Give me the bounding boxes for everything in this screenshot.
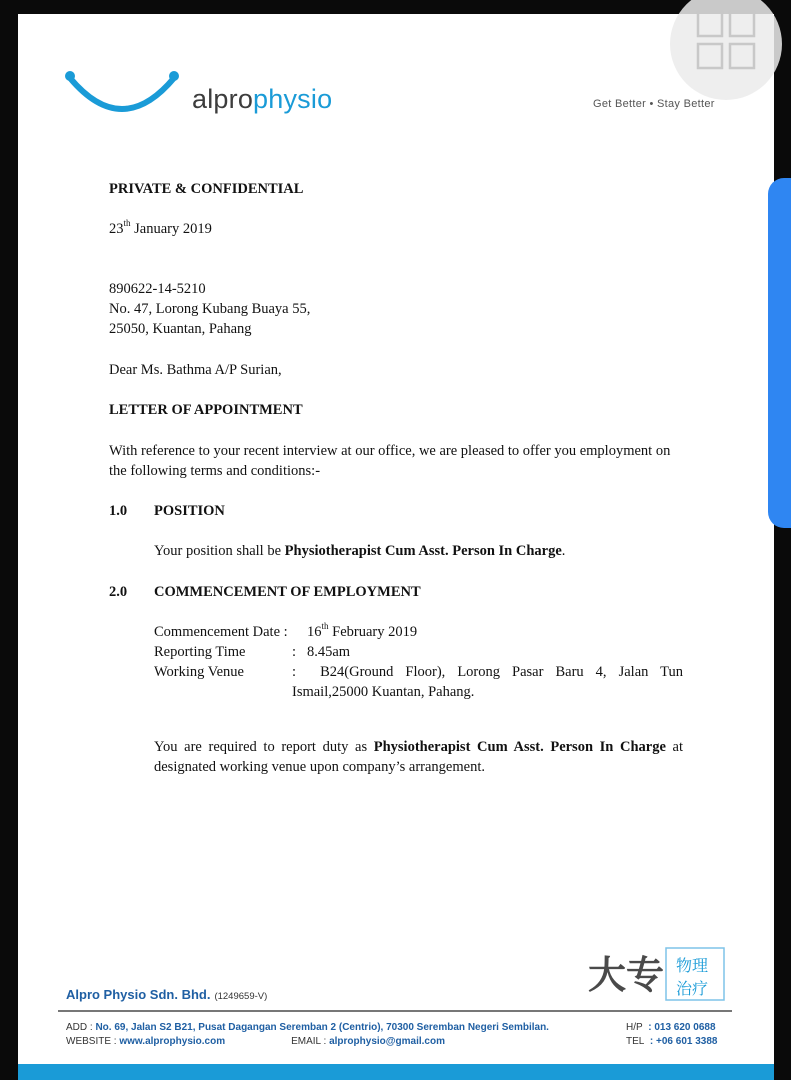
document-page	[18, 14, 774, 1080]
section-number: 2.0	[109, 584, 128, 600]
intro-paragraph: With reference to your recent interview at our office, we are pleased to offer you employment on the following terms and conditions:-	[109, 443, 671, 479]
term-row-venue: Working Venue : B24(Ground Floor), Lorong Pasar Baru 4, Jalan Tun Ismail,25000 Kuantan, Pahang.	[154, 664, 683, 700]
section-2-heading	[109, 582, 683, 602]
footer-phone: H/P : 013 620 0688 TEL : +06 601 3388	[626, 1022, 718, 1047]
term-row-commencement: Commencement Date : 16th February 2019	[154, 621, 418, 640]
section-title: POSITION	[154, 503, 225, 519]
duty-paragraph: You are required to report duty as Physiotherapist Cum Asst. Person In Charge at designated working venue upon company’s arrangement.	[154, 739, 684, 775]
letter-date: 23th January 2019	[109, 218, 212, 237]
smile-logo-icon	[64, 70, 182, 120]
grid-view-button[interactable]	[670, 0, 782, 100]
address-line: 890622-14-5210	[109, 281, 206, 297]
confidential-heading: PRIVATE & CONFIDENTIAL	[109, 181, 304, 197]
section-title: COMMENCEMENT OF EMPLOYMENT	[154, 584, 421, 600]
letterhead	[18, 14, 774, 134]
footer-contact: ADD : No. 69, Jalan S2 B21, Pusat Dagangan Seremban 2 (Centrio), 70300 Seremban Negeri Sembilan. WEBSITE : www.alprophysio.com EMAIL : alprophysio@gmail.com	[66, 1022, 549, 1047]
grid-icon	[670, 0, 782, 100]
section-1-heading	[109, 501, 683, 521]
footer-color-bar	[18, 1064, 774, 1080]
address-line: No. 47, Lorong Kubang Buaya 55,	[109, 301, 311, 317]
side-panel-handle[interactable]	[768, 178, 791, 528]
salutation: Dear Ms. Bathma A/P Surian,	[109, 362, 282, 378]
address-line: 25050, Kuantan, Pahang	[109, 321, 252, 337]
footer-divider	[58, 1010, 732, 1012]
recipient-address	[109, 279, 310, 339]
section-number: 1.0	[109, 503, 128, 519]
letter-subject: LETTER OF APPOINTMENT	[109, 402, 303, 418]
company-chop	[586, 944, 736, 1006]
brand-logo-text: alprophysio	[192, 84, 333, 114]
employment-terms	[154, 622, 683, 702]
stamp-main-text: 大专	[588, 953, 665, 997]
term-row-reporting-time: Reporting Time : 8.45am	[154, 644, 351, 660]
tagline: Get Better • Stay Better	[593, 98, 715, 110]
footer-company: Alpro Physio Sdn. Bhd. (1249659-V)	[66, 987, 268, 1002]
position-paragraph: Your position shall be Physiotherapist Cum Asst. Person In Charge.	[154, 543, 566, 559]
stamp-box-text: 物理	[676, 956, 709, 975]
stamp-box-text: 治疗	[676, 979, 709, 998]
